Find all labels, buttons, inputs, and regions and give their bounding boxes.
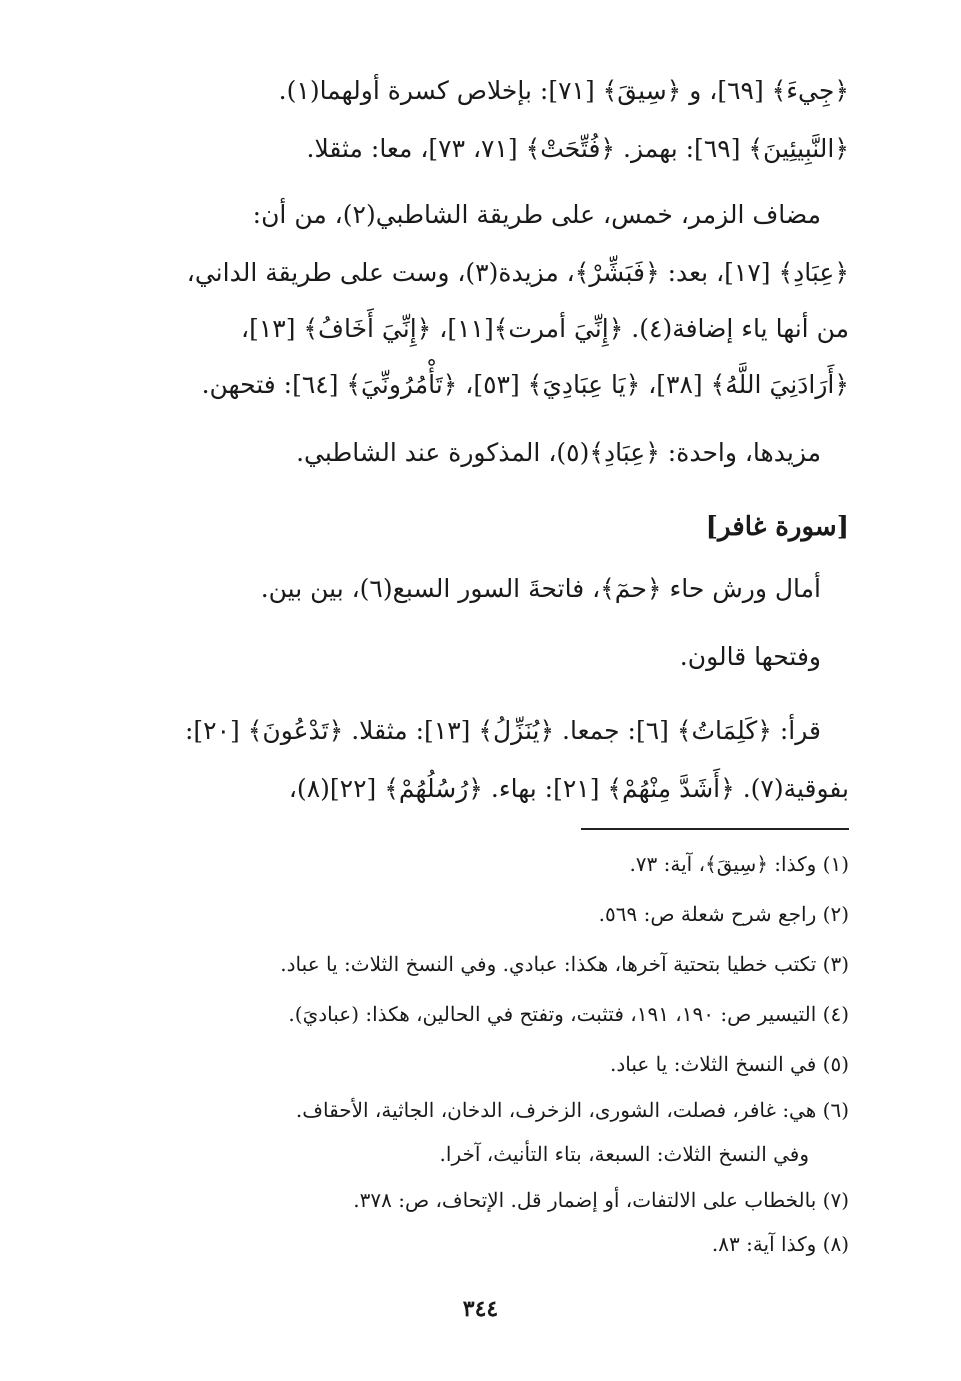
- text-line: أمال ورش حاء ﴿حمٓ﴾، فاتحةَ السور السبع(٦)، بين بين.: [260, 574, 821, 603]
- footnote: (٢) راجع شرح شعلة ص: ٥٦٩.: [598, 902, 849, 926]
- text-line: ﴿أَرَادَنِيَ اللَّهُ﴾ [٣٨]، ﴿يَا عِبَادِيَ﴾ [٥٣]، ﴿تَأْمُرُونِّيَ﴾ [٦٤]: فتحهن.: [201, 370, 849, 399]
- footnote: (٨) وكذا آية: ٨٣.: [711, 1232, 849, 1256]
- text-line: قرأ: ﴿كَلِمَاتُ﴾ [٦]: جمعا. ﴿يُنَزِّلُ﴾ [١٣]: مثقلا. ﴿تَدْعُونَ﴾ [٢٠]:: [184, 716, 821, 745]
- text-line: مضاف الزمر، خمس، على طريقة الشاطبي(٢)، من أن:: [252, 200, 821, 229]
- footnote: (٥) في النسخ الثلاث: يا عباد.: [610, 1052, 849, 1076]
- footnote: (١) وكذا: ﴿سِيقَ﴾، آية: ٧٣.: [629, 852, 849, 876]
- text-line: ﴿عِبَادِ﴾ [١٧]، بعد: ﴿فَبَشِّرْ﴾، مزيدة(٣)، وست على طريقة الداني،: [186, 258, 849, 287]
- text-line: مزيدها، واحدة: ﴿عِبَادِ﴾(٥)، المذكورة عند الشاطبي.: [296, 438, 821, 467]
- text-line: ﴿النَّبِيئِينَ﴾ [٦٩]: بهمز. ﴿فُتِّحَتْ﴾ [٧١، ٧٣]، معا: مثقلا.: [306, 134, 849, 163]
- footnote: (٧) بالخطاب على الالتفات، أو إضمار قل. الإتحاف، ص: ٣٧٨.: [353, 1188, 849, 1212]
- page-number: ٣٤٤: [462, 1296, 499, 1322]
- text-line: وفتحها قالون.: [679, 642, 821, 671]
- footnote-continuation: وفي النسخ الثلاث: السبعة، بتاء التأنيث، آخرا.: [439, 1142, 809, 1166]
- footnote-separator: [581, 828, 849, 830]
- footnote: (٣) تكتب خطيا بتحتية آخرها، هكذا: عبادي. وفي النسخ الثلاث: يا عباد.: [280, 952, 849, 976]
- section-heading: [سورة غافر]: [705, 512, 849, 542]
- footnote: (٦) هي: غافر، فصلت، الشورى، الزخرف، الدخان، الجاثية، الأحقاف.: [295, 1098, 849, 1122]
- text-line: بفوقية(٧). ﴿أَشَدَّ مِنْهُمْ﴾ [٢١]: بهاء. ﴿رُسُلُهُمْ﴾ [٢٢](٨)،: [288, 774, 849, 803]
- text-line: ﴿جِيءَ﴾ [٦٩]، و ﴿سِيقَ﴾ [٧١]: بإخلاص كسرة أولهما(١).: [278, 76, 849, 105]
- footnote: (٤) التيسير ص: ١٩٠، ١٩١، فتثبت، وتفتح في الحالين، هكذا: (عباديَ).: [288, 1002, 849, 1026]
- text-line: من أنها ياء إضافة(٤). ﴿إِنِّيَ أمرت﴾[١١]، ﴿إِنِّيَ أَخَافُ﴾ [١٣]،: [241, 314, 849, 343]
